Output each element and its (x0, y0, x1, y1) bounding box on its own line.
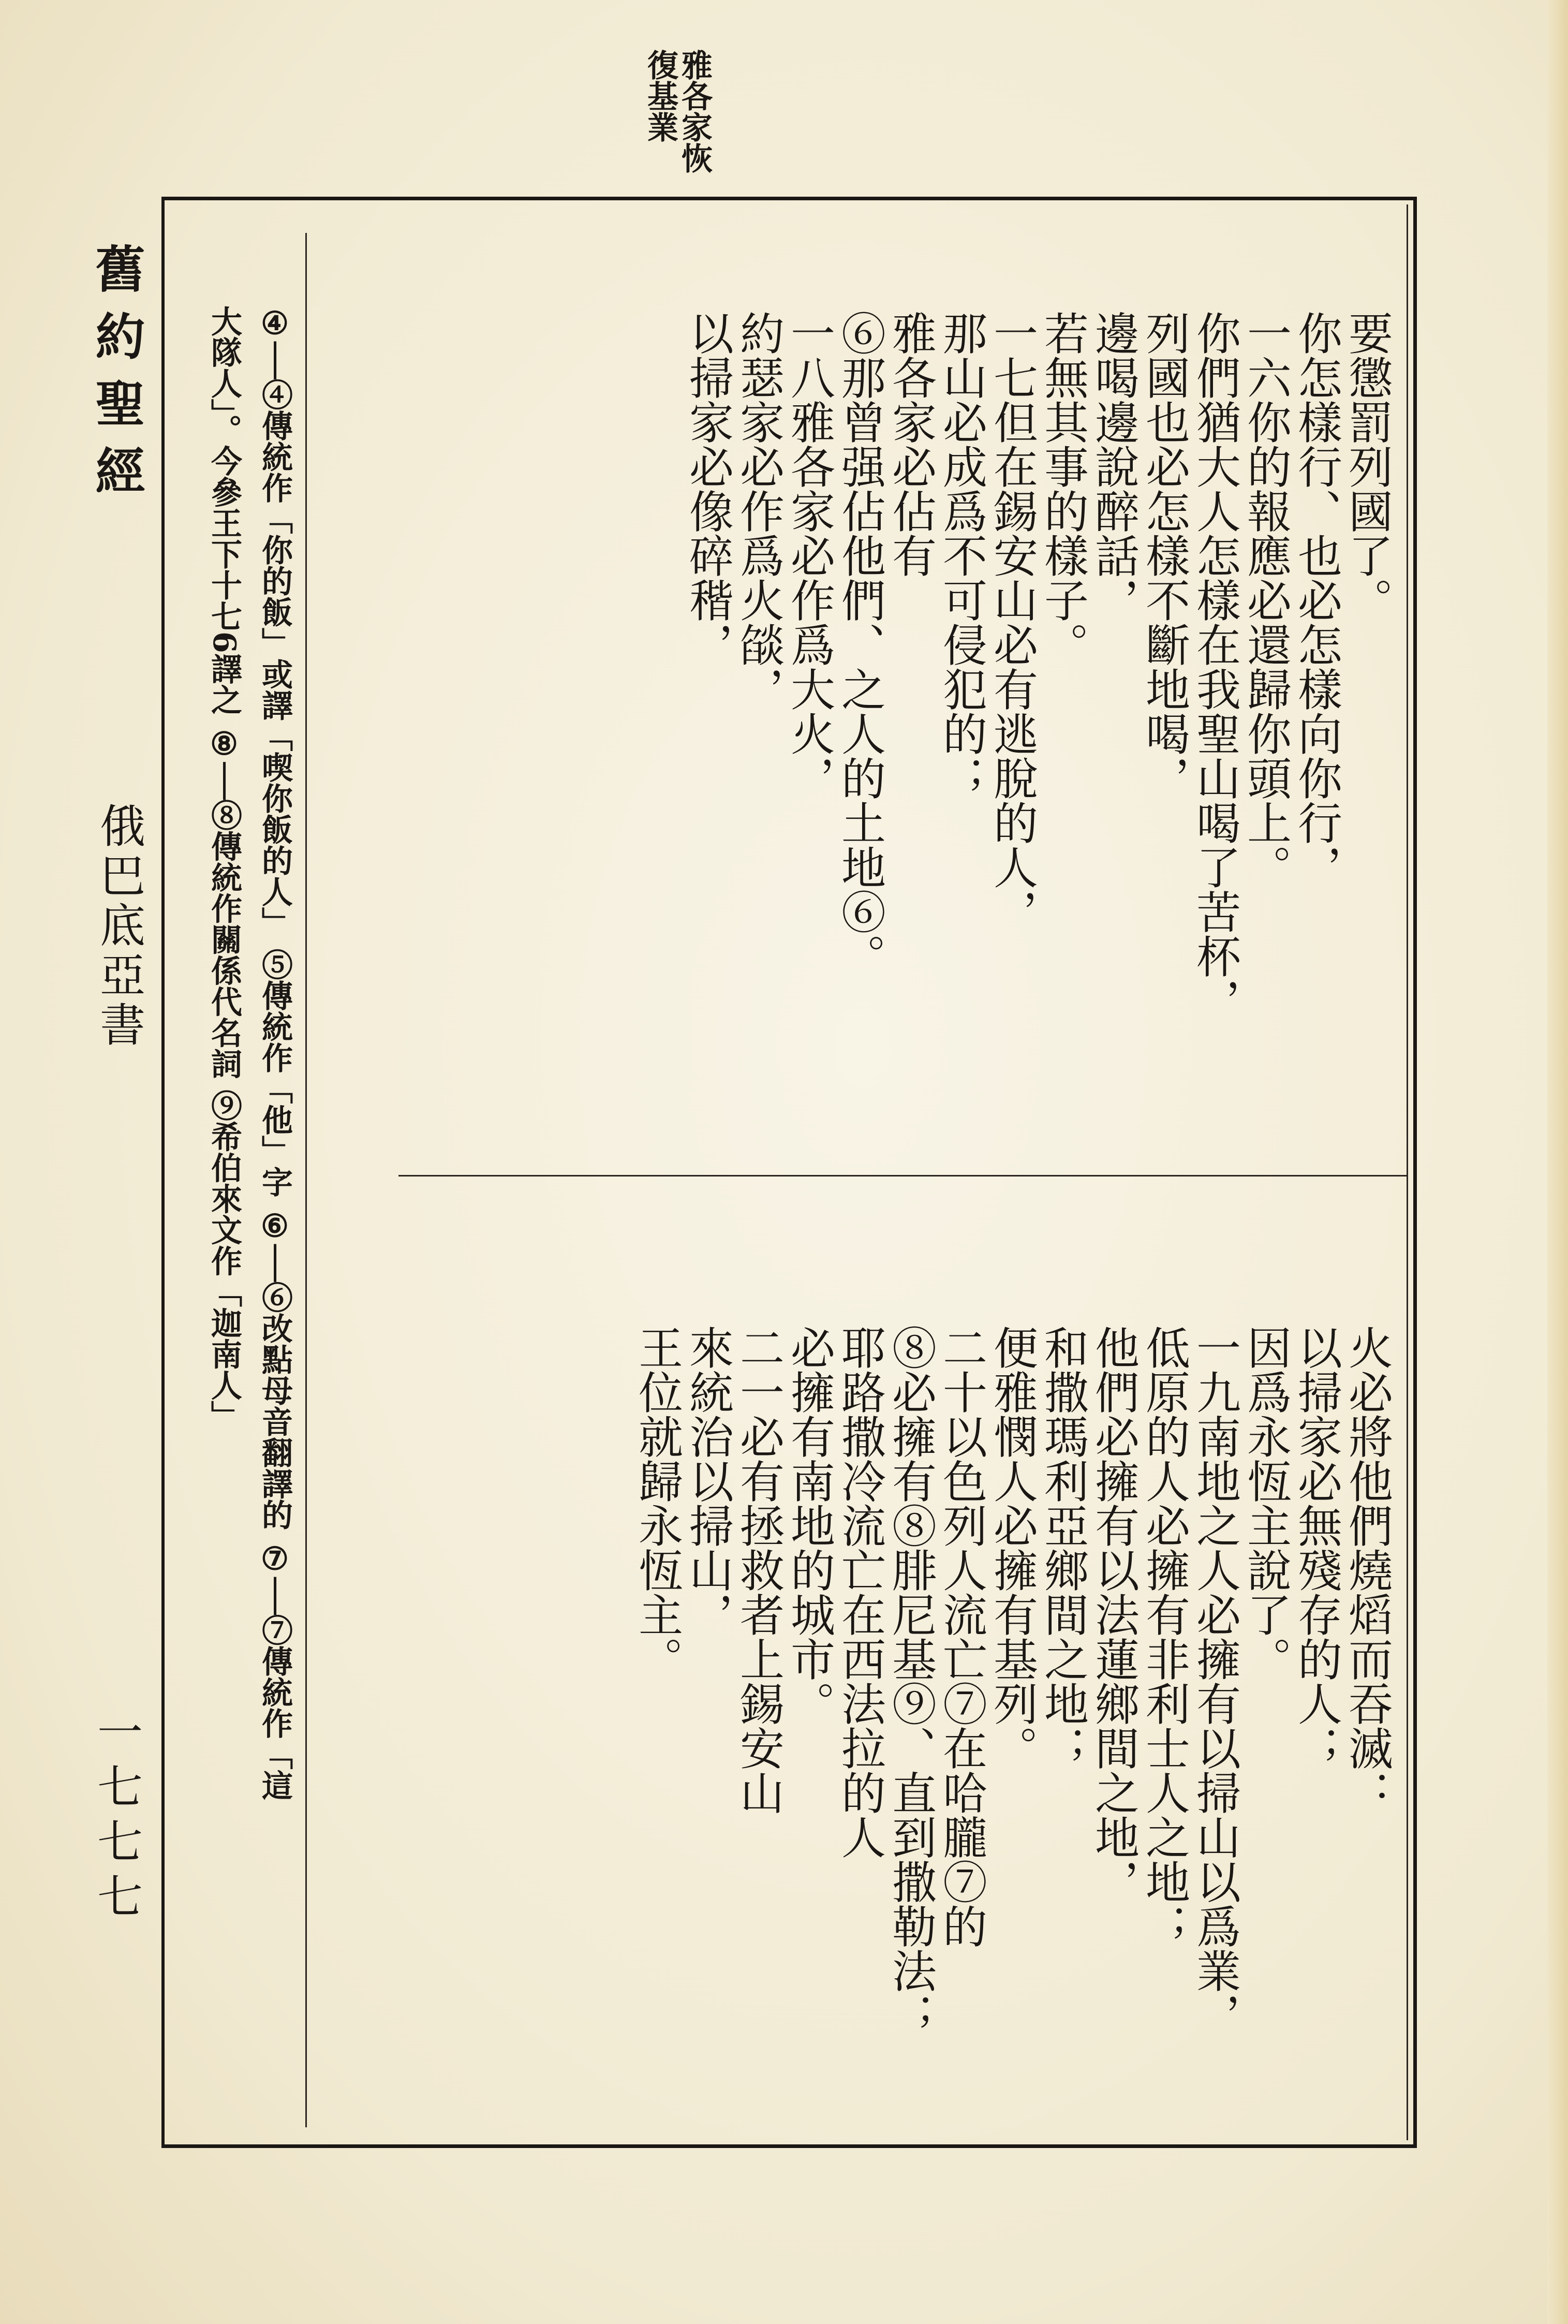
verse-line: 二一必有拯救者上錫安山 (732, 1325, 784, 1815)
page-number: 一七七七 (90, 1708, 143, 1928)
poem-upper-tier (398, 311, 1392, 1159)
footnote-divider (305, 233, 307, 2127)
verse-line: 耶路撒冷流亡在西法拉的人 (834, 1325, 885, 1859)
frame-inner-rule (1407, 204, 1408, 2140)
verse-line: 低原的人必擁有非利士人之地； (1138, 1325, 1190, 1948)
verse-line: 你們猶大人怎樣在我聖山喝了苦杯， (1189, 311, 1240, 1023)
verse-line: 他們必擁有以法蓮鄉間之地， (1087, 1325, 1139, 1904)
verse-line: 便雅憫人必擁有基列。 (986, 1325, 1038, 1770)
footnotes (176, 305, 300, 2127)
verse-line: 一六你的報應必還歸你頭上。 (1239, 311, 1291, 889)
verse-line: 和撒瑪利亞鄉間之地； (1037, 1325, 1088, 1770)
verse-line: 雅各家必佔有 (884, 311, 936, 578)
footnote-line: 大隊人」。今參王下十七6譯之 ⑧──⑧傳統作關係代名詞 ⑨希伯來文作「迦南人」 (206, 305, 242, 1432)
verse-line: 若無其事的樣子。 (1037, 311, 1088, 667)
verse-line: 來統治以掃山， (682, 1325, 733, 1637)
tier-divider (398, 1175, 1408, 1176)
binding-edge (1547, 0, 1568, 2324)
verse-line: 要懲罰列國了。 (1341, 311, 1393, 622)
footnote-line: ④──④傳統作「你的飯」或譯「喫你飯的人」 ⑤傳統作「他」字 ⑥──⑥改點母音翻譯的 ⑦──⑦傳統作「這 (257, 305, 293, 1801)
verse-line: 一七但在錫安山必有逃脫的人， (986, 311, 1038, 934)
verse-line: 二十以色列人流亡⑦在哈朧⑦的 (935, 1325, 987, 1948)
verse-line: 邊喝邊說醉話， (1087, 311, 1139, 622)
verse-line: ⑧必擁有⑧腓尼基⑨、直到撒勒法； (884, 1325, 936, 2037)
verse-line: 一八雅各家必作爲大火， (783, 311, 835, 800)
running-head-title: 舊約聖經 (87, 243, 146, 512)
verse-line: 以掃家必像碎稭， (682, 311, 733, 667)
verse-line: 火必將他們燒熖而吞滅： (1341, 1325, 1393, 1815)
verse-line: 列國也必怎樣不斷地喝， (1138, 311, 1190, 800)
poem-lower-tier (398, 1325, 1392, 2132)
verse-line: 一九南地之人必擁有以掃山以爲業， (1189, 1325, 1240, 2037)
verse-line: 因爲永恆主說了。 (1239, 1325, 1291, 1681)
verse-line: 那山必成爲不可侵犯的； (935, 311, 987, 800)
verse-line: 你怎樣行、也必怎樣向你行， (1290, 311, 1342, 889)
verse-line: 王位就歸永恆主。 (631, 1325, 683, 1681)
book-name: 俄巴底亞書 (93, 802, 146, 1051)
verse-line: ⑥那曾强佔他們、之人的土地⑥。 (834, 311, 885, 978)
margin-heading-note: 雅各家恢 復基業 (642, 49, 713, 173)
verse-line: 約瑟家必作爲火燄， (732, 311, 784, 711)
verse-line: 必擁有南地的城市。 (783, 1325, 835, 1726)
verse-line: 以掃家必無殘存的人； (1290, 1325, 1342, 1770)
